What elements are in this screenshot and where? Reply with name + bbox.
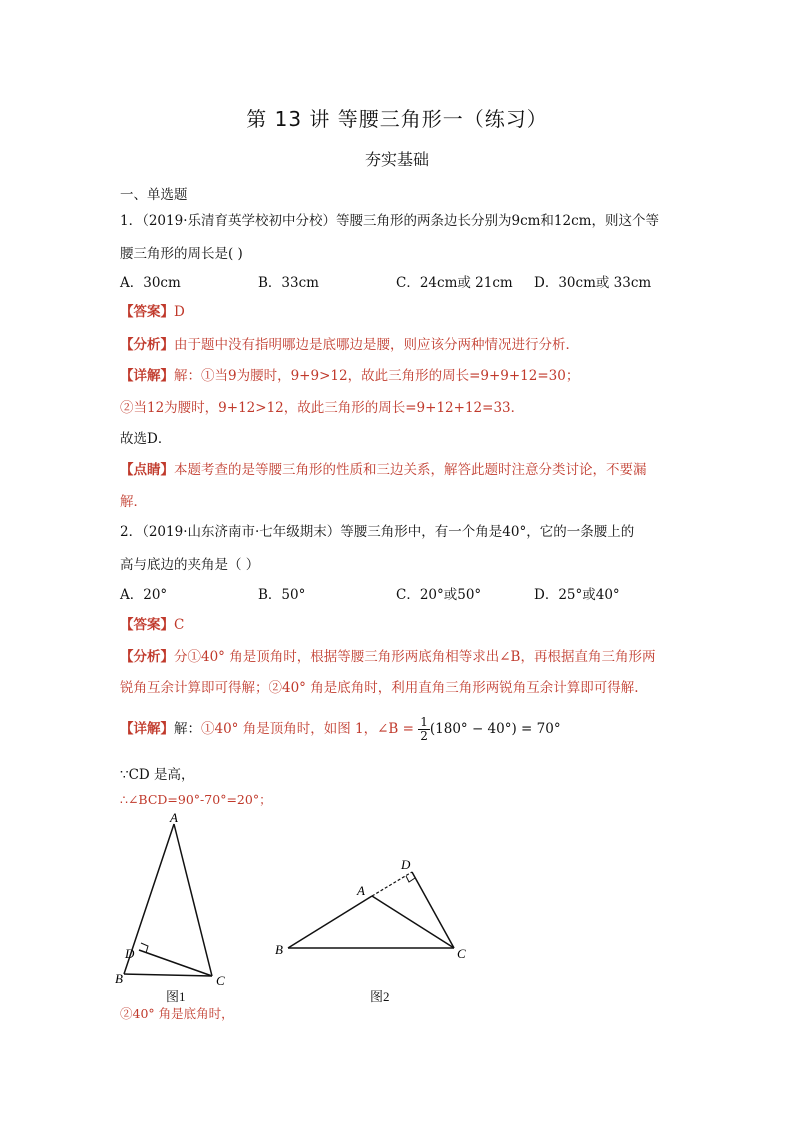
fig1-label-b: B xyxy=(115,971,123,986)
q1-detail-row xyxy=(120,364,579,384)
q1-answer: D xyxy=(174,304,185,320)
q2-therefore: ∴∠BCD=90°-70°=20°； xyxy=(120,792,272,807)
page-title: 第 13 讲 等腰三角形一（练习） xyxy=(246,107,548,131)
q2-stem-line1: 2．（2019·山东济南市·七年级期末）等腰三角形中，有一个角是40°，它的一条腰上的 xyxy=(120,524,635,540)
q1-detail-prefix: 解： xyxy=(174,368,201,384)
fig2-altitude-cd xyxy=(412,872,454,948)
fig1-label-d: D xyxy=(125,946,135,961)
fraction-denominator: 2 xyxy=(420,729,428,743)
q1-option-a: A．30cm xyxy=(120,275,181,291)
q1-comment-1: 本题考查的是等腰三角形的性质和三边关系，解答此题时注意分类讨论，不要漏 xyxy=(174,462,647,478)
q1-conclusion: 故选D． xyxy=(120,431,172,447)
answer-tag: 【答案】 xyxy=(120,304,174,320)
q1-option-b: B．33cm xyxy=(258,275,319,291)
q1-answer-row xyxy=(120,300,185,320)
section-heading: 一、单选题 xyxy=(120,187,188,203)
fig1-side-ac xyxy=(174,824,212,976)
q2-detail-prefix: 解： xyxy=(174,721,201,737)
fig2-label-a: A xyxy=(357,883,365,898)
q2-option-a: A．20° xyxy=(120,587,168,603)
figure-1 xyxy=(110,810,250,992)
q2-option-b: B．50° xyxy=(258,587,306,603)
q2-option-c: C．20°或50° xyxy=(396,587,482,603)
q2-detail-row xyxy=(120,716,561,743)
fig2-extension-ad xyxy=(372,872,412,896)
q1-comment-2: 解． xyxy=(120,494,147,510)
analysis-tag: 【分析】 xyxy=(120,649,174,665)
q2-analysis-row xyxy=(120,645,655,665)
figure-2-caption: 图2 xyxy=(370,989,390,1004)
fraction xyxy=(418,716,430,743)
fig2-side-ba xyxy=(288,896,372,948)
analysis-tag: 【分析】 xyxy=(120,337,174,353)
q2-option-d: D．25°或40° xyxy=(534,587,620,603)
q2-answer-row xyxy=(120,613,184,633)
fig2-label-c: C xyxy=(457,946,466,961)
q1-stem-line2: 腰三角形的周长是( ) xyxy=(120,246,243,262)
q1-stem-line1: 1．（2019·乐清育英学校初中分校）等腰三角形的两条边长分别为9cm和12cm，则这个等 xyxy=(120,213,659,229)
q2-detail-1-tail: (180° − 40°) = 70° xyxy=(429,721,561,737)
figure-2 xyxy=(268,850,478,970)
detail-tag: 【详解】 xyxy=(120,368,174,384)
q1-analysis-row xyxy=(120,333,579,353)
q2-analysis-2: 锐角互余计算即可得解；②40° 角是底角时，利用直角三角形两锐角互余计算即可得解. xyxy=(120,680,639,696)
fig2-label-d: D xyxy=(401,857,411,872)
q2-analysis-1: 分①40° 角是顶角时，根据等腰三角形两底角相等求出∠B，再根据直角三角形两 xyxy=(174,649,656,665)
q2-since: ∵CD 是高， xyxy=(120,767,195,783)
fig1-label-a: A xyxy=(170,810,178,825)
fig1-altitude-cd xyxy=(139,950,212,976)
q1-option-c: C．24cm或 21cm xyxy=(396,275,513,291)
detail-tag: 【详解】 xyxy=(120,721,174,737)
q2-last-line: ②40° 角是底角时， xyxy=(120,1006,234,1021)
q1-option-d: D．30cm或 33cm xyxy=(534,275,652,291)
q1-analysis: 由于题中没有指明哪边是底哪边是腰，则应该分两种情况进行分析． xyxy=(174,337,579,353)
comment-tag: 【点睛】 xyxy=(120,462,174,478)
fig2-right-angle-mark xyxy=(406,876,415,882)
q1-detail-2: ②当12为腰时，9+12>12，故此三角形的周长=9+12+12=33． xyxy=(120,400,525,416)
fig2-side-ac xyxy=(372,896,454,948)
fig2-label-b: B xyxy=(275,942,283,957)
q2-detail-1: ①40° 角是顶角时，如图 1，∠B = xyxy=(201,721,419,737)
q2-stem-line2: 高与底边的夹角是（ ） xyxy=(120,557,260,573)
fig1-label-c: C xyxy=(216,973,225,988)
answer-tag: 【答案】 xyxy=(120,617,174,633)
q2-answer: C xyxy=(174,617,185,633)
section-subtitle: 夯实基础 xyxy=(364,150,429,169)
fig1-side-bc xyxy=(124,974,212,976)
q1-comment-row xyxy=(120,458,647,478)
q1-detail-1: ①当9为腰时，9+9>12，故此三角形的周长=9+9+12=30； xyxy=(201,368,580,384)
figure-1-caption: 图1 xyxy=(166,989,186,1004)
fraction-numerator: 1 xyxy=(420,715,428,729)
